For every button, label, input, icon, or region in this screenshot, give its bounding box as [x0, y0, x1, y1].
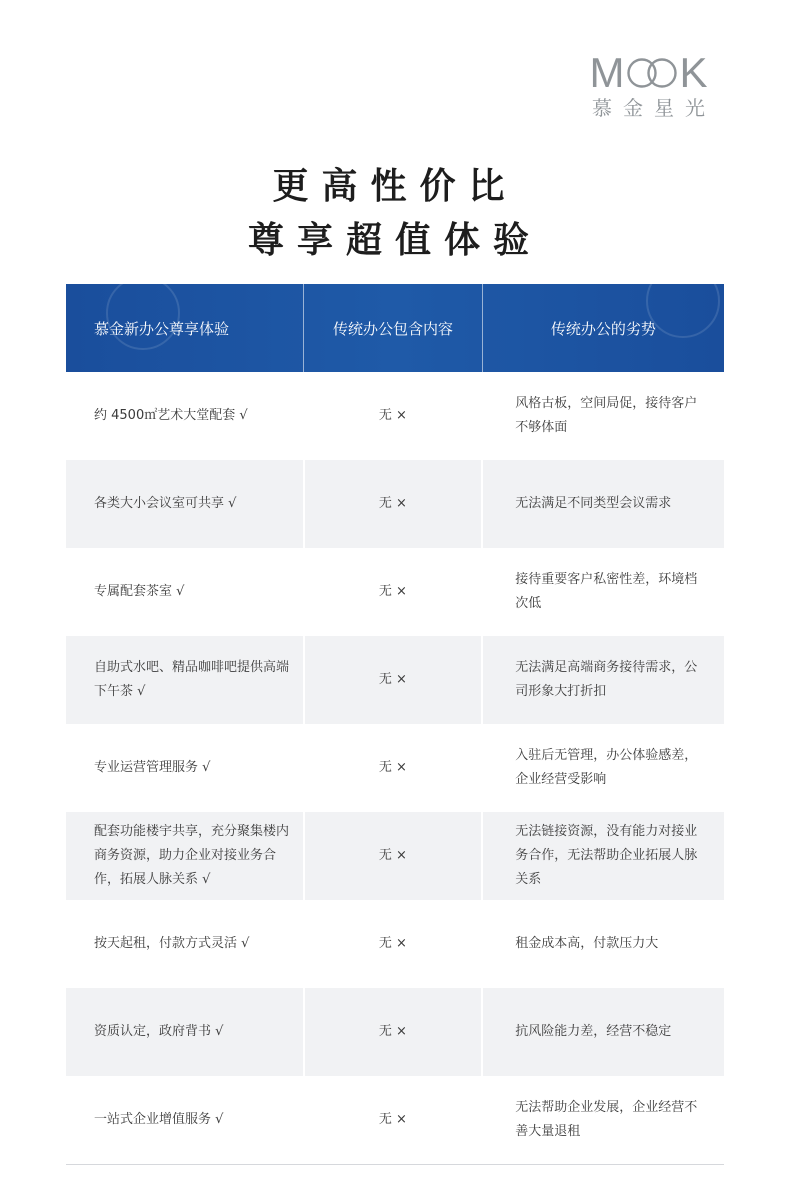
cell-traditional: 无 ×: [378, 672, 407, 687]
cell-disadvantage: 抗风险能力差，经营不稳定: [515, 1024, 672, 1039]
header-experience: 慕金新办公尊享体验: [94, 319, 230, 338]
cell-disadvantage: 接待重要客户私密性差，环境档次低: [515, 572, 698, 611]
header-traditional: 传统办公包含内容: [333, 319, 454, 338]
cell-traditional: 无 ×: [378, 1024, 407, 1039]
cell-traditional: 无 ×: [378, 848, 407, 863]
table-row: [66, 460, 724, 548]
cell-experience: 一站式企业增值服务 √: [94, 1112, 224, 1127]
cell-experience: 约 4500㎡艺术大堂配套 √: [94, 408, 248, 423]
cell-traditional: 无 ×: [378, 496, 407, 511]
cell-experience: 按天起租，付款方式灵活 √: [94, 936, 250, 951]
cell-disadvantage: 无法满足高端商务接待需求，公司形象大打折扣: [515, 660, 698, 699]
cell-experience: 专属配套茶室 √: [94, 584, 185, 599]
logo-letter-m: M: [589, 49, 626, 96]
cell-traditional: 无 ×: [378, 584, 407, 599]
logo-rings-icon: [626, 56, 678, 90]
cell-disadvantage: 无法链接资源，没有能力对接业务合作，无法帮助企业拓展人脉关系: [515, 824, 698, 887]
table-row: [66, 900, 724, 988]
cell-traditional: 无 ×: [378, 408, 407, 423]
cell-disadvantage: 风格古板，空间局促，接待客户不够体面: [515, 396, 698, 435]
table-bottom-rule: [66, 1164, 724, 1165]
comparison-table: [66, 284, 724, 1165]
table-row: [66, 724, 724, 812]
page-headline: [0, 160, 790, 268]
logo-letter-k: K: [679, 49, 709, 96]
table-row: [66, 548, 724, 636]
table-row: [66, 1076, 724, 1164]
cell-experience: 专业运营管理服务 √: [94, 760, 211, 775]
cell-experience: 各类大小会议室可共享 √: [94, 496, 237, 511]
table-row: [66, 372, 724, 460]
cell-experience: 资质认定，政府背书 √: [94, 1024, 224, 1039]
logo-subtitle: 慕金星光: [592, 96, 716, 120]
header-disadvantage: 传统办公的劣势: [550, 319, 656, 338]
cell-traditional: 无 ×: [378, 760, 407, 775]
table-header: [66, 284, 724, 372]
cell-disadvantage: 无法帮助企业发展，企业经营不善大量退租: [515, 1100, 698, 1139]
cell-traditional: 无 ×: [378, 936, 407, 951]
headline-line-2: 尊享超值体验: [247, 220, 542, 261]
cell-disadvantage: 入驻后无管理，办公体验感差，企业经营受影响: [515, 748, 698, 787]
cell-disadvantage: 租金成本高，付款压力大: [515, 936, 659, 951]
logo-wordmark: [574, 49, 724, 96]
cell-experience: 自助式水吧、精品咖啡吧提供高端下午茶 √: [94, 660, 290, 699]
table-row: [66, 636, 724, 724]
cell-traditional: 无 ×: [378, 1112, 407, 1127]
brand-logo: [574, 49, 724, 120]
cell-experience: 配套功能楼宇共享，充分聚集楼内商务资源，助力企业对接业务合作，拓展人脉关系 √: [94, 824, 290, 887]
headline-line-1: 更高性价比: [272, 166, 518, 207]
cell-disadvantage: 无法满足不同类型会议需求: [515, 496, 672, 511]
table-row: [66, 812, 724, 900]
table-row: [66, 988, 724, 1076]
